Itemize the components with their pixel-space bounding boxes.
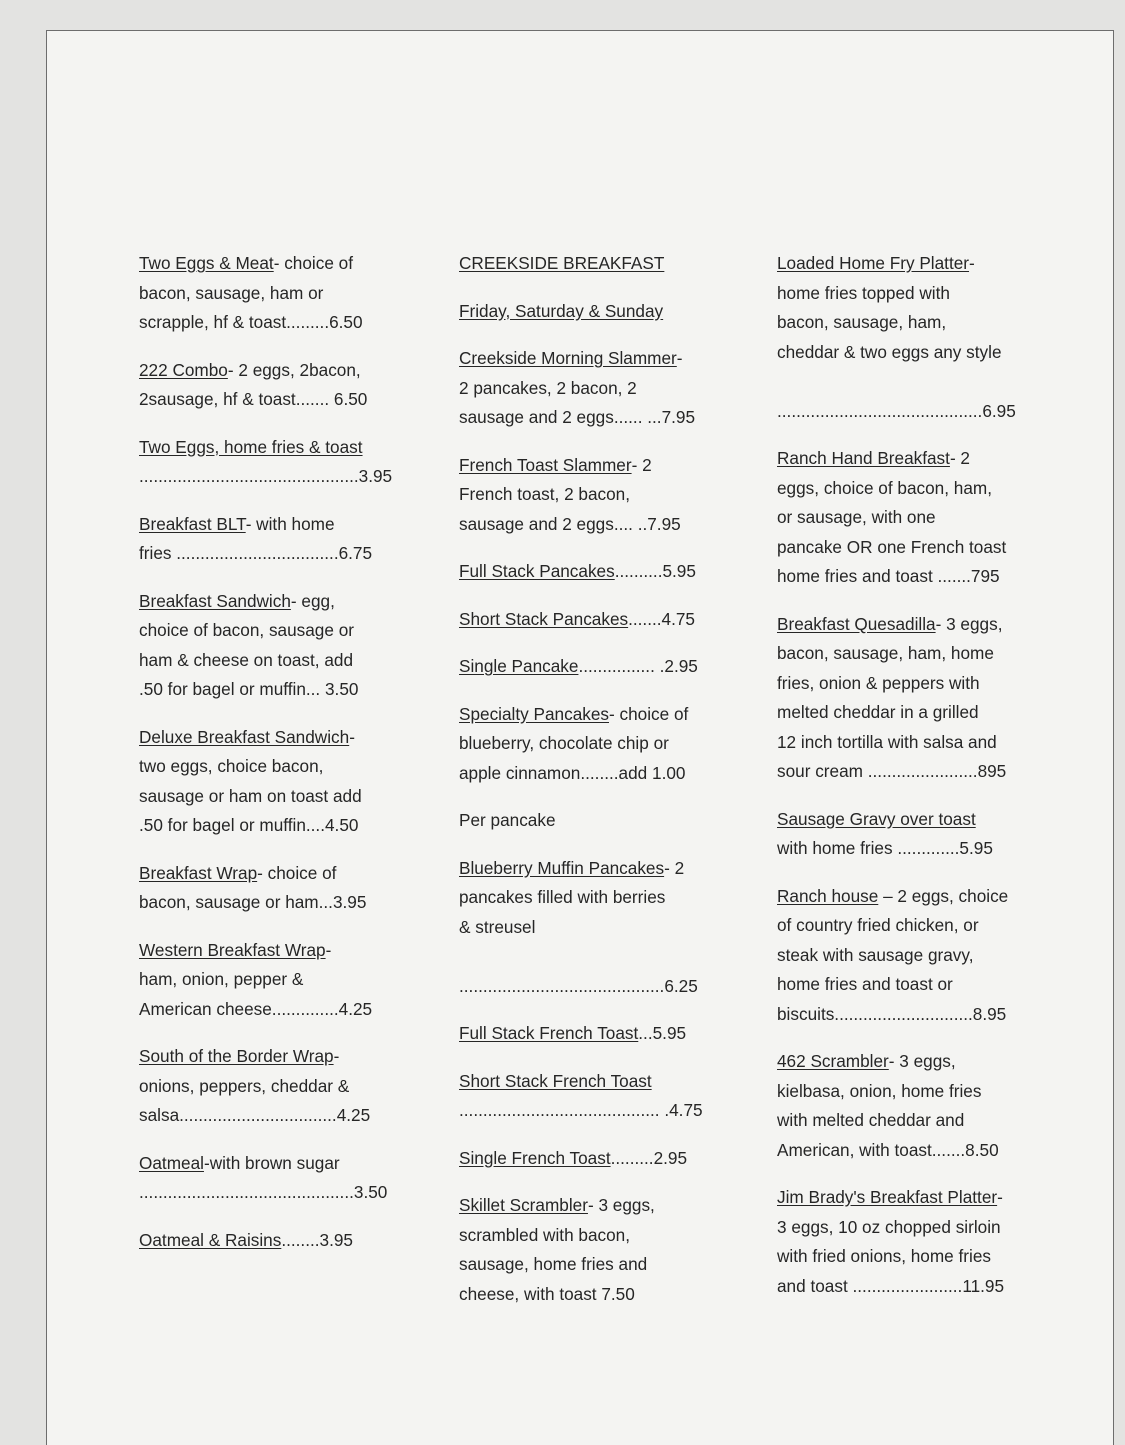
item-title: Ranch Hand Breakfast [777,448,950,468]
menu-item [139,723,401,841]
menu-column-middle [459,249,721,1327]
menu-column-right [777,249,1039,1319]
item-description: - 2 French toast, 2 bacon, sausage and 2 eggs.... ..7.95 [459,454,681,534]
item-title: Jim Brady's Breakfast Platter [777,1187,998,1207]
item-description: - 2 pancakes, 2 bacon, 2 sausage and 2 eggs...... ...7.95 [459,348,696,427]
item-description: - 3 eggs, kielbasa, onion, home fries with melted cheddar and American, with toast.......8.50 [777,1051,999,1160]
menu-item [777,1183,1039,1301]
item-description: Per pancake [459,810,556,830]
menu-item [777,882,1039,1030]
menu-item [459,1191,721,1309]
item-description: ...5.95 [638,1023,687,1043]
menu-item [139,510,401,569]
item-description: - with home fries ..................................6.75 [139,513,373,563]
item-description: .......4.75 [628,608,695,629]
menu-item [139,587,401,705]
item-description: - choice of blueberry, chocolate chip or apple cinnamon........add 1.00 [459,703,689,783]
item-description: -with brown sugar .............................................3.50 [139,1152,388,1202]
menu-item [139,1042,401,1131]
menu-item [459,1019,721,1049]
menu-item [139,936,401,1025]
item-title: Breakfast Quesadilla [777,613,936,634]
item-description: ................ .2.95 [578,656,698,676]
item-title: 462 Scrambler [777,1051,889,1071]
item-title: Ranch house [777,885,879,906]
menu-item [459,451,721,540]
item-title: Full Stack French Toast [459,1023,639,1043]
item-description: - 3 eggs, 10 oz chopped sirloin with fried onions, home fries and toast .......................11.95 [777,1187,1005,1296]
item-title: Single French Toast [459,1147,611,1168]
item-description: with home fries .............5.95 [777,838,993,858]
item-description: - 3 eggs, scrambled with bacon, sausage, home fries and cheese, with toast 7.50 [459,1195,655,1304]
item-title: Oatmeal [139,1152,204,1173]
item-title: Blueberry Muffin Pancakes [459,857,665,878]
item-description: - ham, onion, pepper & American cheese..............4.25 [139,939,373,1019]
item-description: - 3 eggs, bacon, sausage, ham, home fries, onion & peppers with melted cheddar in a grilled 12 inch tortilla with salsa and sour cream .......................895 [777,613,1007,781]
item-title: Two Eggs, home fries & toast [139,436,363,457]
menu-subheading [459,297,721,327]
menu-item [139,249,401,338]
item-description: - choice of bacon, sausage, ham or scrapple, hf & toast.........6.50 [139,253,363,332]
menu-item [139,1149,401,1208]
menu-item [777,805,1039,864]
item-description: - 2 eggs, 2bacon, 2sausage, hf & toast....... 6.50 [139,359,368,409]
item-description: - 2 eggs, choice of bacon, ham, or sausage, with one pancake OR one French toast home fries and toast .......795 [777,448,1007,586]
menu-item [459,344,721,433]
item-title: Full Stack Pancakes [459,561,615,581]
menu-item [459,1144,721,1174]
menu-item [777,1047,1039,1165]
item-title: Oatmeal & Raisins [139,1229,282,1250]
item-title: Sausage Gravy over toast [777,808,976,829]
menu-item [139,859,401,918]
item-description: ..........5.95 [614,561,696,581]
item-title: South of the Border Wrap [139,1046,334,1066]
menu-item [139,433,401,492]
item-description: - home fries topped with bacon, sausage, ham, cheddar & two eggs any style ...........................................6.95 [777,253,1016,421]
menu-page [46,30,1114,1445]
menu-column-left [139,249,401,1273]
item-title: Single Pancake [459,656,579,676]
item-title: Short Stack Pancakes [459,608,629,629]
menu-item [459,652,721,682]
item-description: - onions, peppers, cheddar & salsa.................................4.25 [139,1046,371,1125]
item-title: 222 Combo [139,359,228,380]
menu-heading [459,249,721,279]
item-description: ..............................................3.95 [139,466,393,486]
item-description: – 2 eggs, choice of country fried chicken, or steak with sausage gravy, home fries and toast or biscuits.............................8.95 [777,885,1009,1024]
menu-item [777,444,1039,592]
item-description: - 2 pancakes filled with berries & streusel ...........................................6.25 [459,857,698,996]
item-title: Skillet Scrambler [459,1195,588,1215]
item-title: Breakfast Wrap [139,862,258,883]
item-title: Breakfast Sandwich [139,590,291,611]
item-title: French Toast Slammer [459,454,632,475]
item-description: - egg, choice of bacon, sausage or ham & cheese on toast, add .50 for bagel or muffin... 3.50 [139,590,359,699]
item-title: Loaded Home Fry Platter [777,253,970,273]
item-title: Western Breakfast Wrap [139,939,326,960]
item-title: Breakfast BLT [139,513,246,534]
menu-item [459,1067,721,1126]
item-title: Short Stack French Toast [459,1070,652,1091]
menu-item [139,1226,401,1256]
menu-item [459,557,721,587]
item-description: .......................................... .4.75 [459,1100,703,1120]
menu-item [139,356,401,415]
item-title: Deluxe Breakfast Sandwich [139,726,350,747]
item-title: Specialty Pancakes [459,703,609,724]
menu-item [459,700,721,789]
menu-item [777,249,1039,426]
menu-item [459,854,721,1002]
menu-title: CREEKSIDE BREAKFAST [459,253,665,273]
item-description: - choice of bacon, sausage or ham...3.95 [139,862,367,912]
item-description: - two eggs, choice bacon, sausage or ham on toast add .50 for bagel or muffin....4.50 [139,726,362,835]
menu-note [459,806,721,836]
item-title: Two Eggs & Meat [139,253,274,273]
menu-item [459,605,721,635]
menu-item [777,610,1039,787]
item-description: .........2.95 [610,1147,688,1168]
item-title: Creekside Morning Slammer [459,348,677,368]
menu-days: Friday, Saturday & Sunday [459,300,664,321]
item-description: ........3.95 [281,1229,353,1250]
